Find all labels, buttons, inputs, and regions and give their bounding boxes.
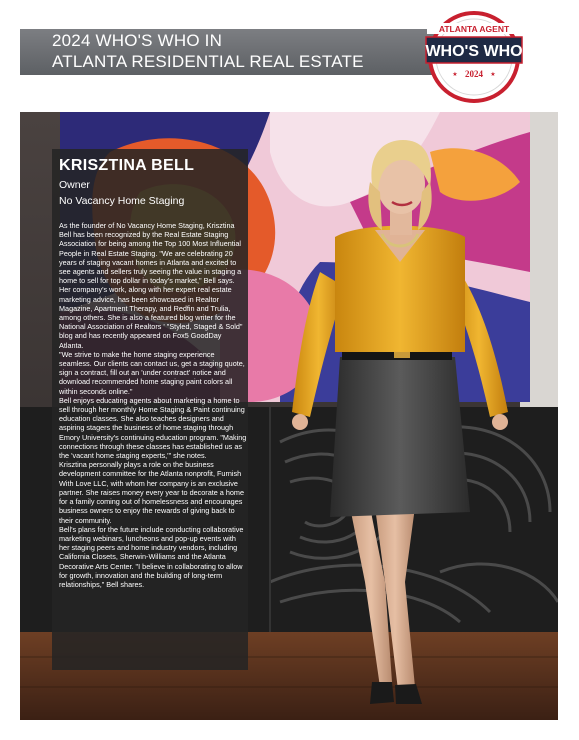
badge-title: WHO'S WHO xyxy=(425,43,523,60)
bio-paragraph: Bell enjoys educating agents about marketing a home to sell through her monthly Home Staging & Paint continuing education classes. She also teaches designers and aspiring stagers the business of home staging through Emory University's continuing education program. "Making connections through these classes has established us as the 'vacant home staging experts,'" she notes. xyxy=(59,395,247,461)
profile-company: No Vacancy Home Staging xyxy=(59,195,185,207)
badge-brand: ATLANTA AGENT xyxy=(438,24,510,34)
profile-name: KRISZTINA BELL xyxy=(59,157,195,174)
whos-who-badge xyxy=(419,11,529,103)
svg-text:★: ★ xyxy=(490,72,496,78)
svg-text:★: ★ xyxy=(452,72,458,78)
title-line-2: ATLANTA RESIDENTIAL REAL ESTATE xyxy=(52,52,364,71)
bio-paragraph: "We strive to make the home staging experience seamless. Our clients can contact us, get a staging quote, sign a contract, fill out an 'under contract' notice and download recommended home staging paint colors all within seconds online." xyxy=(59,349,245,396)
profile-role: Owner xyxy=(59,179,90,191)
page-title xyxy=(52,30,364,72)
title-line-1: 2024 WHO'S WHO IN xyxy=(52,31,223,50)
bio-paragraph: As the founder of No Vacancy Home Staging, Krisztina Bell has been recognized by the Real Estate Staging Association for being among the Top 100 Most Influential People in Real Estate Staging. "We are celebrating 20 years of staging vacant homes in Atlanta and excited to see agents and sellers truly seeing the value in staging a home to sell for top dollar in today's market," Bell says. xyxy=(59,221,242,286)
badge-year: 2024 xyxy=(465,69,483,79)
profile-bio xyxy=(59,221,247,589)
bio-paragraph: Krisztina personally plays a role on the business development committee for the Atlanta nonprofit, Furnish With Love LLC, with whom her company is an exclusive partner. She raises money every year to decorate a home for a family coming out of homelessness and encourages business owners to enjoy the rewards of giving back to their community. xyxy=(59,460,244,525)
bio-paragraph: Her company's work, along with her expert real estate marketing advice, has been showcased in Realtor Magazine, Apartment Therapy, and Redfin and Trulia, among others. She is also a featured blog writer for the National Association of Realtors ' "Styled, Staged & Sold" blog and has recently appeared on Fox5 GoodDay Atlanta. xyxy=(59,285,243,350)
bio-paragraph: Bell's plans for the future include conducting collaborative marketing webinars, luncheons and pop-up events with her staging peers and home industry vendors, including California Closets, Sherwin-Williams and the Atlanta Decorative Arts Center. "I believe in collaborating to allow for growth, innovation and the building of long-term relationships," Bell shares. xyxy=(59,524,244,589)
